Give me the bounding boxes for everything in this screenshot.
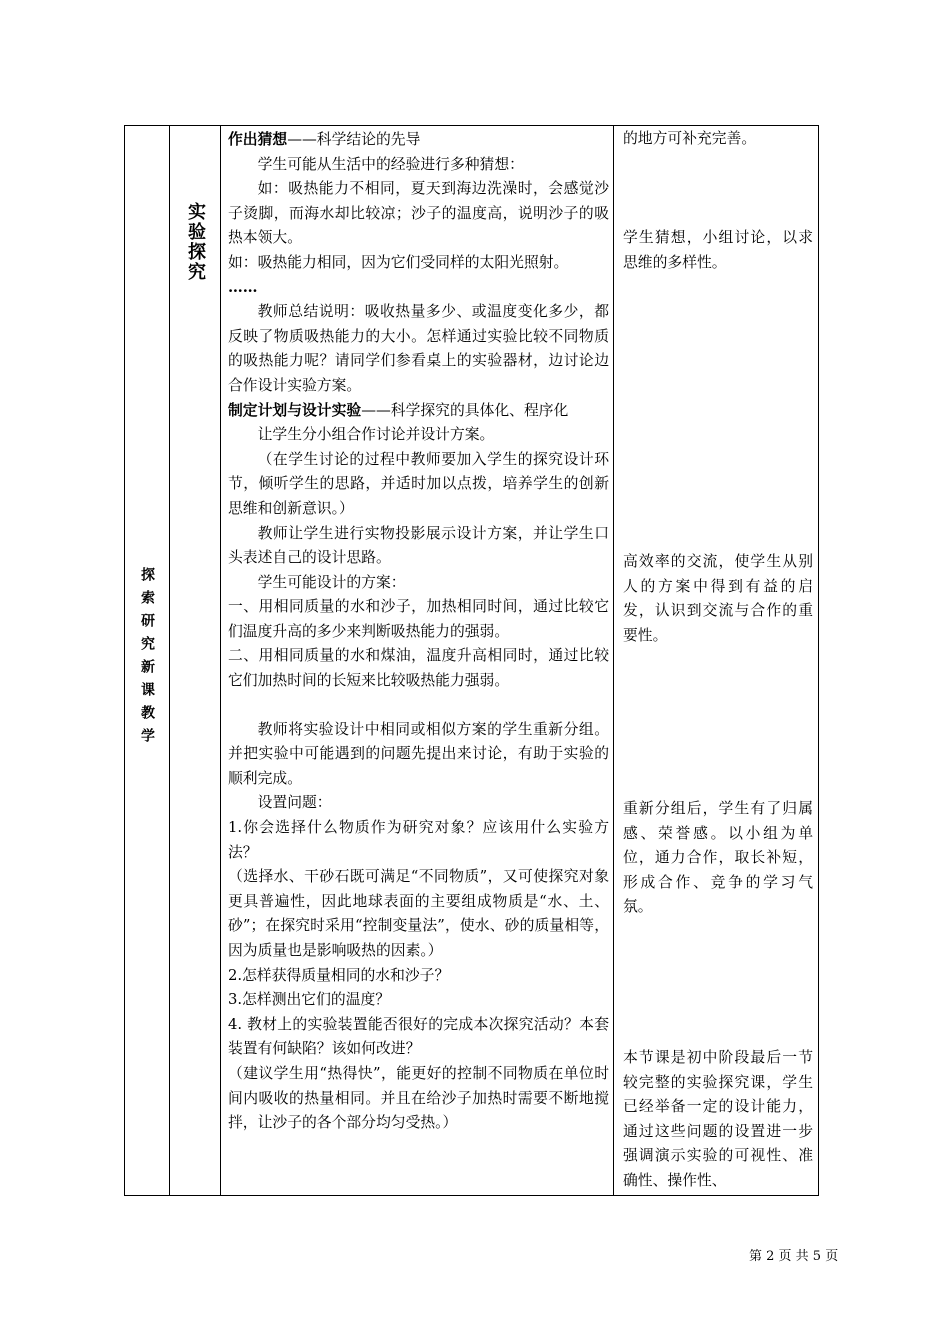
paragraph: 二、用相同质量的水和煤油，温度升高相同时，通过比较它们加热时间的长短来比较吸热能力强弱。 [228, 647, 609, 690]
paragraph: 让学生分小组合作讨论并设计方案。 [257, 426, 495, 444]
paragraph: （选择水、干砂石既可满足“不同物质”，又可使探究对象更具普遍性，因此地球表面的主要组成物质是“水、土、砂”；在探究时采用“控制变量法”，使水、砂的质量相等，因为质量也是影响吸热的因素。） [228, 868, 609, 959]
paragraph: 教师让学生进行实物投影展示设计方案，并让学生口头表述自己的设计思路。 [228, 524, 609, 567]
phase-label-cell [170, 126, 221, 1196]
paragraph: （在学生讨论的过程中教师要加入学生的探究设计环节，倾听学生的思路，并适时加以点拨，培养学生的创新思维和创新意识。） [228, 450, 609, 517]
heading-rest: ——科学探究的具体化、程序化 [361, 401, 569, 419]
paragraph: 1.你会选择什么物质作为研究对象？应该用什么实验方法？ [228, 819, 609, 861]
design-note: 本节课是初中阶段最后一节较完整的实验探究课，学生已经举备一定的设计能力，通过这些问题的设置进一步强调演示实验的可视性、准确性、操作性、 [623, 1049, 813, 1189]
section-label: 探索研究新课教学 [139, 566, 155, 751]
design-note: 学生猜想，小组讨论，以求思维的多样性。 [623, 229, 813, 271]
paragraph: 2.怎样获得质量相同的水和沙子？ [228, 966, 450, 984]
lesson-table [124, 125, 819, 1196]
paragraph: （建议学生用“热得快”，能更好的控制不同物质在单位时间内吸收的热量相同。并且在给沙子加热时需要不断地搅拌，让沙子的各个部分均匀受热。） [228, 1064, 609, 1132]
main-content [221, 126, 613, 1136]
paragraph: 4. 教材上的实验装置能否很好的完成本次探究活动？本套装置有何缺陷？该如何改进？ [228, 1015, 609, 1058]
paragraph: 如：吸热能力不相同，夏天到海边洗澡时，会感觉沙子烫脚，而海水却比较凉；沙子的温度高，说明沙子的吸热本领大。 [228, 180, 609, 247]
spacer [228, 694, 609, 718]
heading-plan: 制定计划与设计实验 [228, 401, 362, 419]
paragraph: 设置问题： [257, 794, 332, 812]
paragraph [228, 128, 609, 153]
paragraph [228, 399, 609, 424]
heading-hypothesis: 作出猜想 [228, 131, 288, 148]
paragraph: 学生可能设计的方案： [257, 573, 406, 591]
heading-rest: ——科学结论的先导 [287, 131, 421, 148]
design-note: 高效率的交流，使学生从别人的方案中得到有益的启发，认识到交流与合作的重要性。 [623, 553, 813, 644]
paragraph: 一、用相同质量的水和沙子，加热相同时间，通过比较它们温度升高的多少来判断吸热能力的强弱。 [228, 598, 609, 640]
paragraph: 如：吸热能力相同，因为它们受同样的太阳光照射。 [228, 253, 569, 271]
paragraph: 教师将实验设计中相同或相似方案的学生重新分组。并把实验中可能遇到的问题先提出来讨论，有助于实验的顺利完成。 [228, 720, 609, 787]
design-note: 的地方可补充完善。 [623, 130, 757, 147]
paragraph: 学生可能从生活中的经验进行多种猜想： [257, 155, 524, 173]
paragraph: 3.怎样测出它们的温度？ [228, 991, 391, 1009]
section-label-cell [125, 126, 170, 1196]
page-number: 第 2 页 共 5 页 [749, 1249, 839, 1264]
paragraph: 教师总结说明：吸收热量多少、或温度变化多少，都反映了物质吸热能力的大小。怎样通过实验比较不同物质的吸热能力呢？请同学们参看桌上的实验器材，边讨论边合作设计实验方案。 [228, 303, 609, 394]
phase-label: 实验探究 [185, 202, 206, 282]
notes-cell [614, 126, 819, 1196]
main-content-cell [221, 126, 614, 1196]
design-note: 重新分组后，学生有了归属感、荣誉感。以小组为单位，通力合作，取长补短，形成合作、竞争的学习气氛。 [623, 800, 813, 916]
paragraph: …… [228, 278, 258, 296]
